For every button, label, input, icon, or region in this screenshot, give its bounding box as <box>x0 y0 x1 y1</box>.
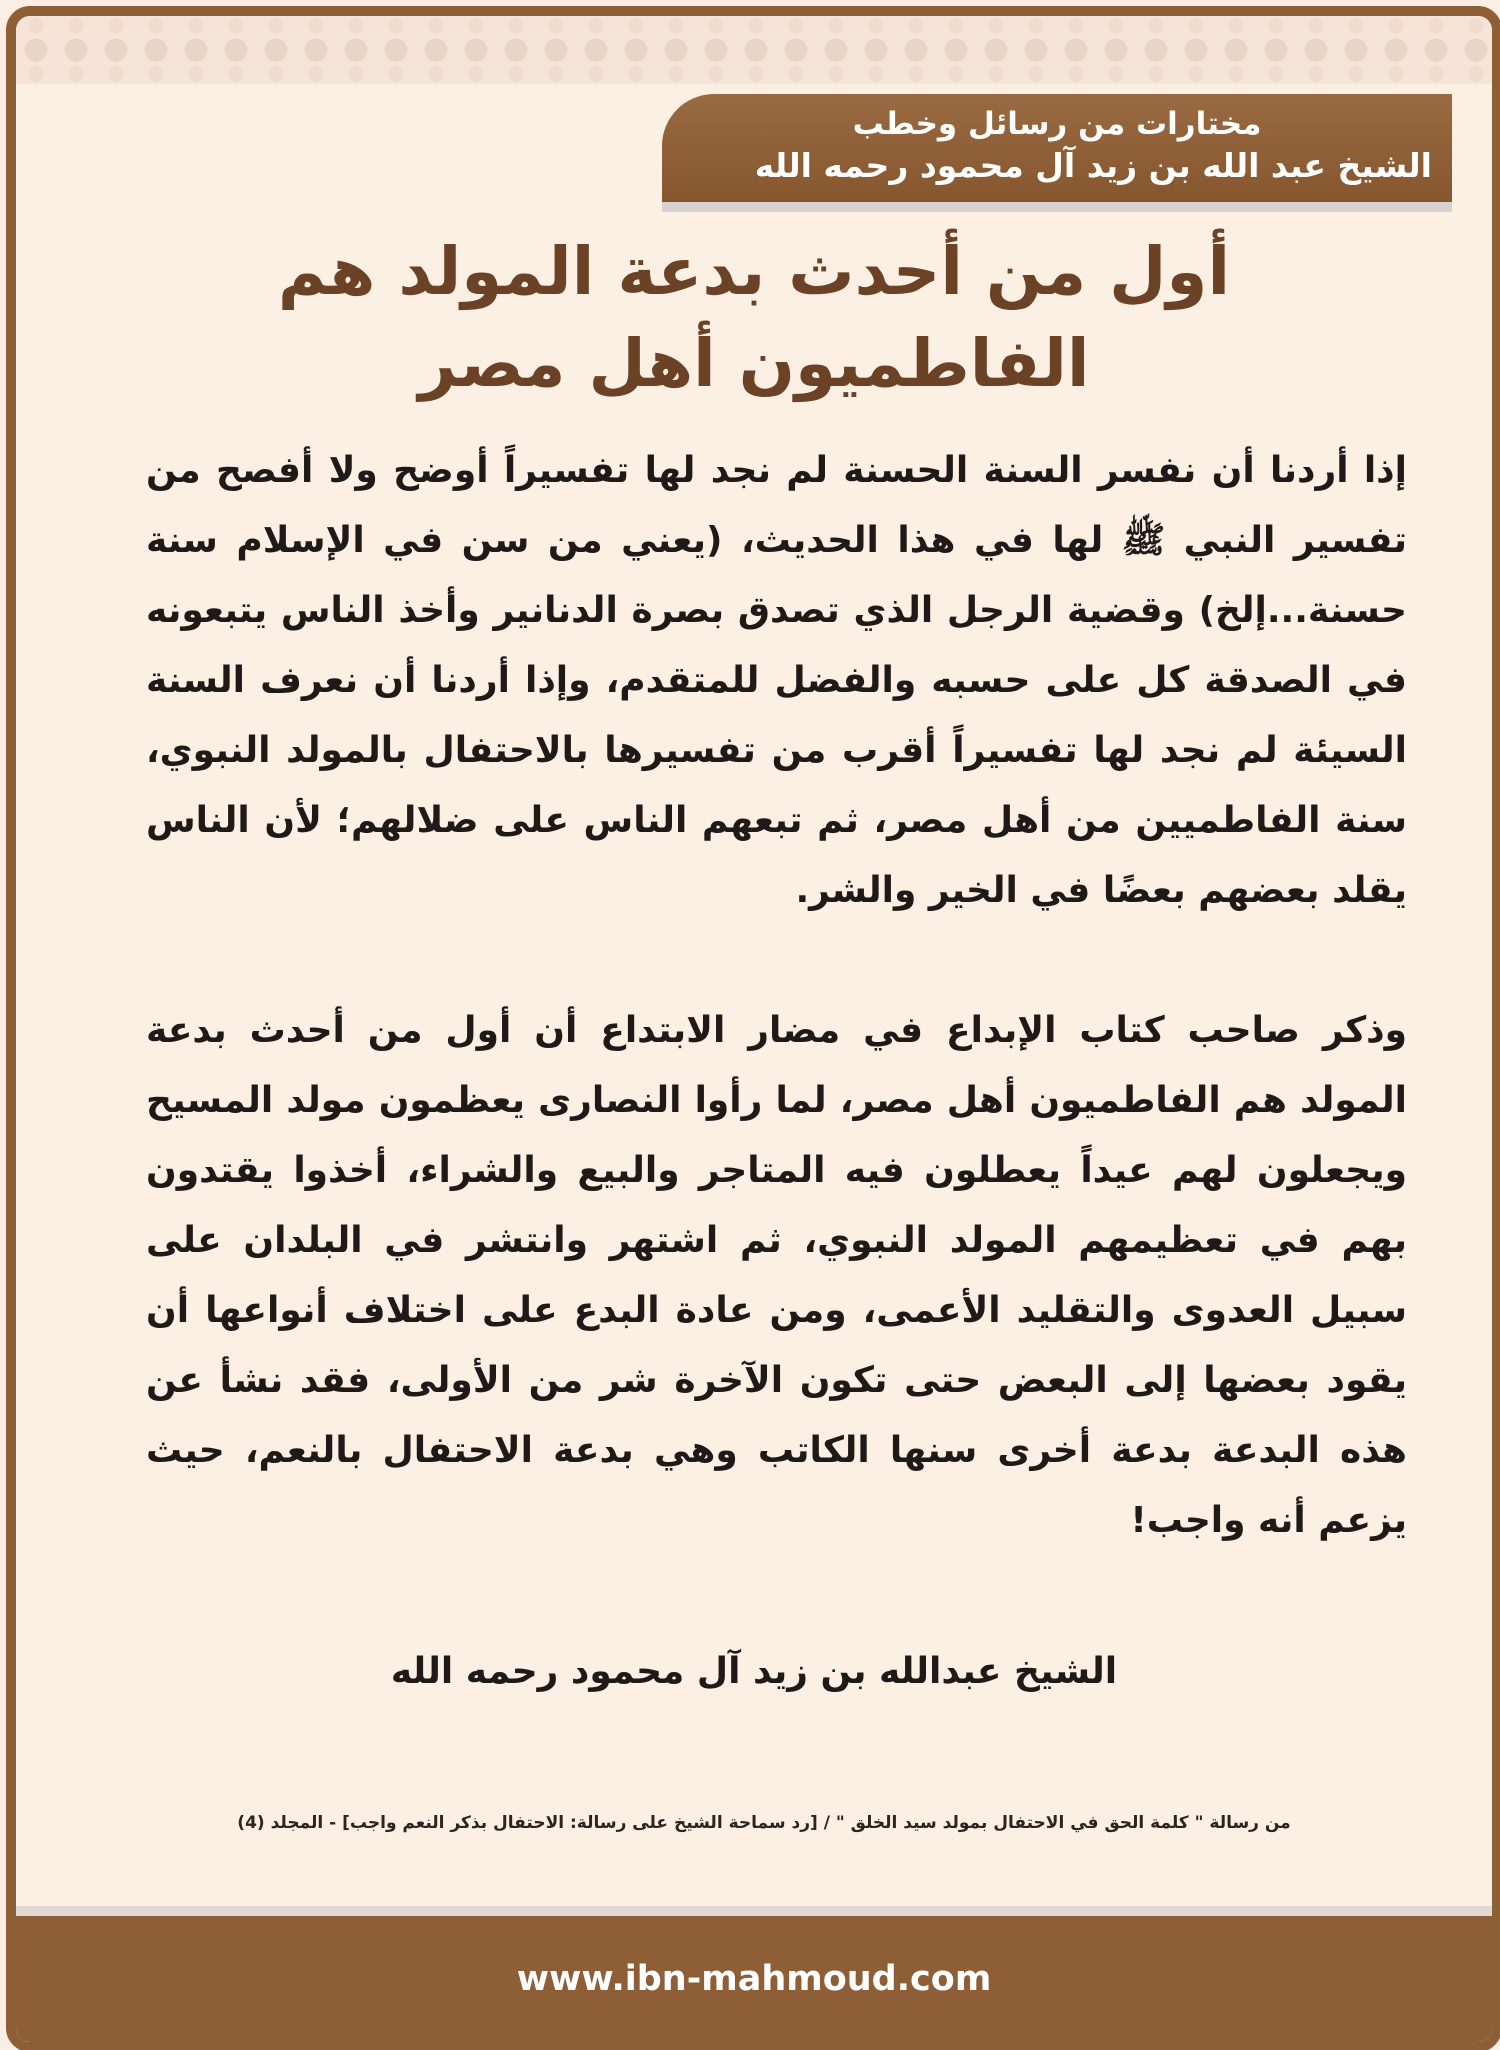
paragraph-1: إذا أردنا أن نفسر السنة الحسنة لم نجد لها تفسيراً أوضح ولا أفصح من تفسير النبي ﷺ لها في هذا الحديث، (يعني من سن في الإسلام سنة حسنة...إلخ) وقضية الرجل الذي تصدق بصرة الدنانير وأخذ الناس يتبعونه في الصدقة كل على حسبه والفضل للمتقدم، وإذا أردنا أن نعرف السنة السيئة لم نجد لها تفسيراً أقرب من تفسيرها بالاحتفال بالمولد النبوي، سنة الفاطميين من أهل مصر، ثم تبعهم الناس على ضلالهم؛ لأن الناس يقلد بعضهم بعضًا في الخير والشر. <box>146 450 1407 911</box>
source-citation: من رسالة " كلمة الحق في الاحتفال بمولد سيد الخلق " / [رد سماحة الشيخ على رسالة: الاحتفال بذكر النعم واجب] - المجلد (4) <box>237 1813 1291 1833</box>
footer-shadow <box>16 1906 1492 1916</box>
article-body <box>146 436 1407 1556</box>
paragraph-gap <box>146 926 1407 996</box>
decorative-pattern <box>16 16 1492 84</box>
paragraph-2: وذكر صاحب كتاب الإبداع في مضار الابتداع أن أول من أحدث بدعة المولد هم الفاطميون أهل مصر، لما رأوا النصارى يعظمون مولد المسيح ويجعلون لهم عيداً يعطلون فيه المتاجر والبيع والشراء، أخذوا يقتدون بهم في تعظيمهم المولد النبوي، ثم اشتهر وانتشر في البلدان على سبيل العدوى والتقليد الأعمى، ومن عادة البدع على اختلاف أنواعها أن يقود بعضها إلى البعض حتى تكون الآخرة شر من الأولى، فقد نشأ عن هذه البدعة بدعة أخرى سنها الكاتب وهي بدعة الاحتفال بالنعم، حيث يزعم أنه واجب! <box>146 1010 1407 1541</box>
page-frame <box>6 6 1500 2050</box>
website-link[interactable]: www.ibn-mahmoud.com <box>516 1959 992 1999</box>
page-title: أول من أحدث بدعة المولد هم الفاطميون أهل مصر <box>277 233 1231 402</box>
author-signature: الشيخ عبدالله بن زيد آل محمود رحمه الله <box>390 1651 1118 1692</box>
author-header: الشيخ عبد الله بن زيد آل محمود رحمه الله <box>754 146 1432 185</box>
series-title: مختارات من رسائل وخطب <box>852 106 1262 142</box>
footer-band <box>16 1916 1492 2042</box>
header-band <box>662 94 1452 202</box>
